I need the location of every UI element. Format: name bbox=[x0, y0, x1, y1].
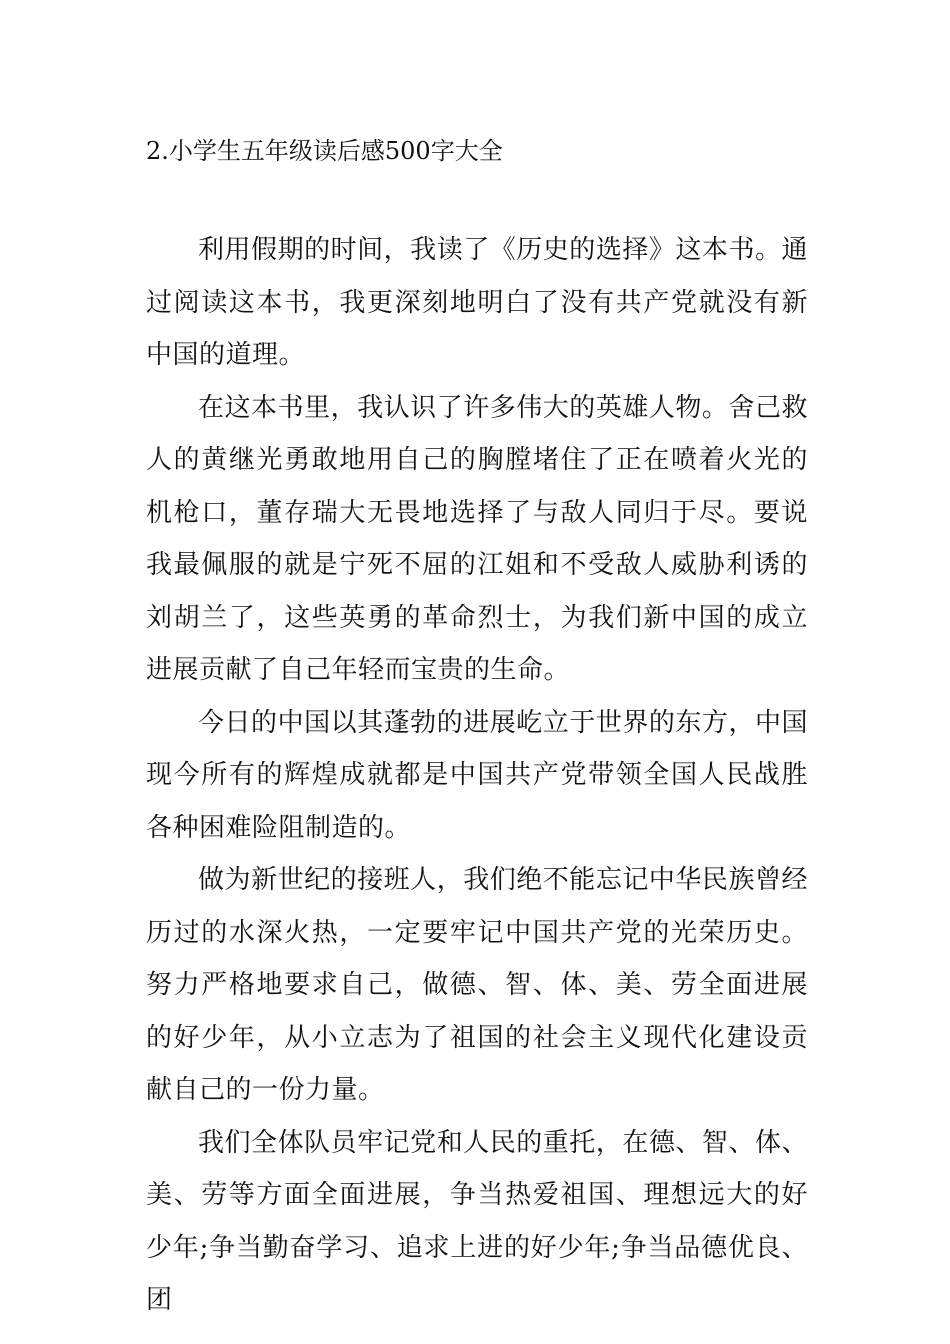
document-title: 2.小学生五年级读后感500字大全 bbox=[146, 137, 503, 165]
paragraph-4: 做为新世纪的接班人，我们绝不能忘记中华民族曾经历过的水深火热，一定要牢记中国共产党的光荣历史。努力严格地要求自己，做德、智、体、美、劳全面进展的好少年，从小立志为了祖国的社会主义现代化建设贡献自己的一份力量。 bbox=[146, 865, 808, 1105]
document-body bbox=[146, 224, 808, 1327]
paragraph-3: 今日的中国以其蓬勃的进展屹立于世界的东方，中国现今所有的辉煌成就都是中国共产党带领全国人民战胜各种困难险阻制造的。 bbox=[146, 707, 808, 843]
paragraph-1: 利用假期的时间，我读了《历史的选择》这本书。通过阅读这本书，我更深刻地明白了没有共产党就没有新中国的道理。 bbox=[146, 235, 808, 370]
paragraph-2: 在这本书里，我认识了许多伟大的英雄人物。舍己救人的黄继光勇敢地用自己的胸膛堵住了正在喷着火光的机枪口，董存瑞大无畏地选择了与敌人同归于尽。要说我最佩服的就是宁死不屈的江姐和不受敌人威胁利诱的刘胡兰了，这些英勇的革命烈士，为我们新中国的成立进展贡献了自己年轻而宝贵的生命。 bbox=[146, 392, 808, 685]
paragraph-5: 我们全体队员牢记党和人民的重托，在德、智、体、美、劳等方面全面进展，争当热爱祖国、理想远大的好少年;争当勤奋学习、追求上进的好少年;争当品德优良、团 bbox=[146, 1127, 808, 1315]
